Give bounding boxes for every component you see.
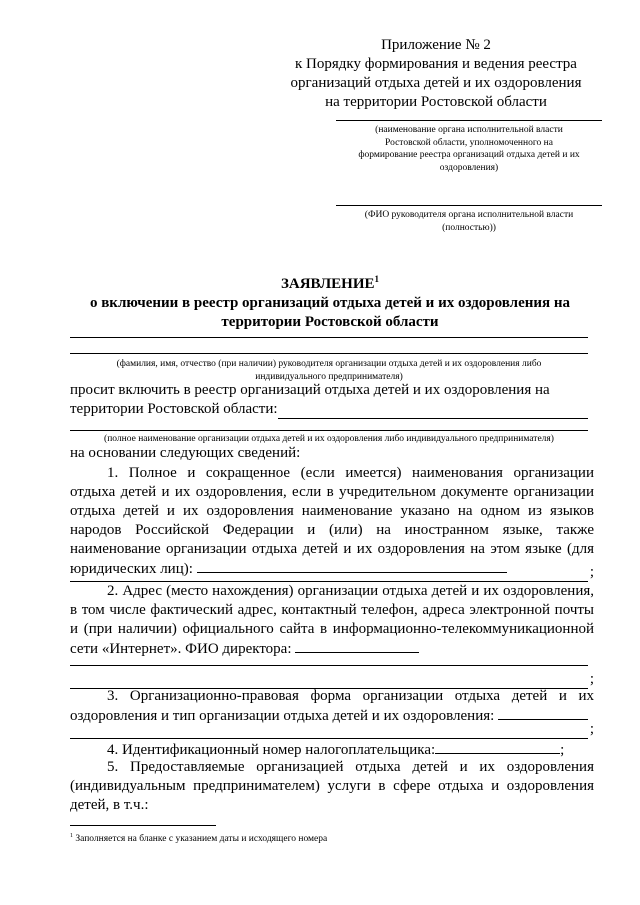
footnote-separator [70,825,216,826]
item-3-semicolon: ; [589,721,594,737]
authority-hint-4: оздоровления) [439,162,499,173]
item-3-field-2[interactable] [70,724,588,739]
item-2 [70,582,594,659]
item-4 [70,740,594,760]
item-1-text: 1. Полное и сокращенное (если имеется) наименования организации отдыха детей и их оздоровления, если в учредительном документе организации отдыха детей и их оздоровления наименование указано на одном из языков народов Российской Федерации и (или) на иностранном языке, также наименование организации отдыха детей и их оздоровления на этом языке (для юридических лиц): [70,465,594,577]
head-hint-1: (ФИО руководителя органа исполнительной власти [364,210,574,220]
footnote-text: Заполняется на бланке с указанием даты и исходящего номера [75,834,328,845]
authority-block [336,120,602,174]
applicant-name-field-1[interactable] [70,337,588,338]
title-footnote-mark: 1 [374,274,380,284]
item-2-field-1[interactable] [70,665,588,666]
authority-hint-2: Ростовской области, уполномоченного на [385,137,553,148]
authority-head-field[interactable] [336,205,602,206]
head-hint-2: (полностью)) [442,222,496,233]
org-hint: (полное наименование организации отдыха детей и их оздоровления либо индивидуального предпринимателя) [104,434,554,444]
request-line-1: просит включить в реестр организаций отдыха детей и их оздоровления на [70,382,550,398]
request-line-2: территории Ростовской области: [70,401,278,417]
item-5-text: 5. Предоставляемые организацией отдыха детей и их оздоровления (индивидуальным предпринимателем) услуги в сфере отдыха и оздоровления детей, в т.ч.: [70,759,594,813]
applicant-hint: (фамилия, имя, отчество (при наличии) руководителя организации отдыха детей и их оздоровления либо индивидуального предпринимателя) [116,359,542,382]
annex-line-4: на территории Ростовской области [325,94,547,110]
authority-hint-1: (наименование органа исполнительной власти [375,125,563,135]
item-3-text: 3. Организационно-правовая форма организации отдыха детей и их оздоровления и тип организации отдыха детей и их оздоровления: [70,688,594,724]
item-2-semicolon: ; [589,671,594,687]
request-text [70,381,594,419]
title-heading: ЗАЯВЛЕНИЕ [280,276,375,292]
item-4-text: 4. Идентификационный номер налогоплательщика: [107,742,436,758]
annex-header [286,36,586,112]
item-2-text: 2. Адрес (место нахождения) организации отдыха детей и их оздоровления, в том числе фактический адрес, контактный телефон, адреса электронной почты и (при наличии) официального сайта в информационно-телекоммуникационной сети «Интернет». ФИО директора: [70,583,594,657]
annex-line-2: к Порядку формирования и ведения реестра [295,56,577,72]
org-name-field[interactable] [70,430,588,431]
basis-text: на основании следующих сведений: [70,445,301,461]
item-5 [70,758,594,815]
region-org-field[interactable] [278,404,588,419]
authority-head-block [336,205,602,234]
annex-number: Приложение № 2 [381,37,491,53]
item-1 [70,464,594,579]
applicant-name-field-2[interactable] [70,353,588,354]
item-1-semicolon: ; [589,564,594,580]
authority-hint-3: формирование реестра организаций отдыха детей и их [358,150,580,160]
item-4-semicolon: ; [560,742,565,758]
item-1-field-2[interactable] [70,567,588,582]
annex-line-3: организаций отдыха детей и их оздоровления [290,75,582,91]
title-subtitle-2: территории Ростовской области [221,314,439,330]
footnote-mark: 1 [70,833,73,839]
item-3-field[interactable] [498,706,588,720]
document-title [70,270,590,332]
footnote [70,830,327,845]
title-subtitle-1: о включении в реестр организаций отдыха детей и их оздоровления на [89,295,571,311]
authority-name-field[interactable] [336,120,602,121]
director-field[interactable] [295,639,419,653]
inn-field[interactable] [435,740,560,754]
